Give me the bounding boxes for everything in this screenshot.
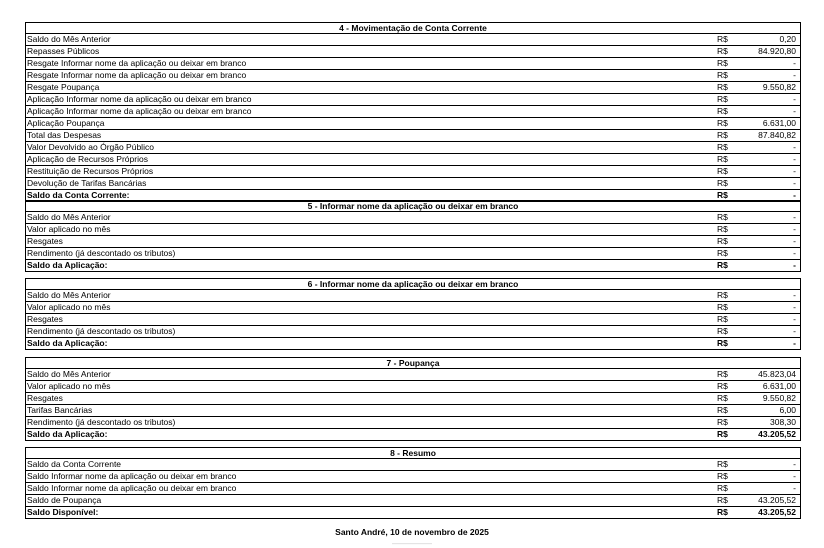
table-row	[26, 326, 800, 338]
table-row	[26, 106, 800, 118]
section-title: 8 - Resumo	[26, 448, 800, 459]
table-row	[26, 70, 800, 82]
row-label: Restituição de Recursos Próprios	[27, 166, 154, 176]
row-label: Saldo da Aplicação:	[27, 260, 108, 270]
row-value: 43.205,52	[758, 429, 796, 439]
row-value: -	[793, 302, 796, 312]
table-row	[26, 130, 800, 142]
table-row	[26, 58, 800, 70]
total-row	[26, 338, 800, 349]
row-currency: R$	[717, 212, 728, 222]
row-currency: R$	[717, 302, 728, 312]
section-title: 5 - Informar nome da aplicação ou deixar em branco	[26, 201, 800, 212]
row-currency: R$	[717, 166, 728, 176]
row-label: Saldo do Mês Anterior	[27, 369, 111, 379]
row-value: 9.550,82	[762, 393, 796, 403]
row-label: Saldo do Mês Anterior	[27, 212, 111, 222]
row-currency: R$	[717, 224, 728, 234]
row-value: -	[793, 212, 796, 222]
row-value: 6,00	[779, 405, 796, 415]
row-label: Tarifas Bancárias	[27, 405, 93, 415]
row-value: -	[793, 190, 796, 200]
row-currency: R$	[717, 70, 728, 80]
row-currency: R$	[717, 338, 728, 348]
row-label: Aplicação Poupança	[27, 118, 105, 128]
row-value: -	[793, 326, 796, 336]
table-row	[26, 248, 800, 260]
table-row	[26, 212, 800, 224]
table-row	[26, 459, 800, 471]
table-row	[26, 94, 800, 106]
row-value: -	[793, 290, 796, 300]
row-currency: R$	[717, 178, 728, 188]
section-aplicacao-5	[25, 200, 801, 272]
row-label: Saldo da Conta Corrente:	[27, 190, 130, 200]
row-label: Aplicação Informar nome da aplicação ou deixar em branco	[27, 94, 252, 104]
table-row	[26, 471, 800, 483]
table-row	[26, 417, 800, 429]
row-label: Saldo do Mês Anterior	[27, 34, 111, 44]
place-date: Santo André, 10 de novembro de 2025	[335, 527, 489, 537]
row-label: Rendimento (já descontado os tributos)	[27, 417, 176, 427]
row-currency: R$	[717, 290, 728, 300]
row-label: Resgate Informar nome da aplicação ou deixar em branco	[27, 58, 247, 68]
table-row	[26, 166, 800, 178]
row-value: 0,20	[779, 34, 796, 44]
row-currency: R$	[717, 34, 728, 44]
row-label: Saldo da Aplicação:	[27, 429, 108, 439]
row-currency: R$	[717, 46, 728, 56]
row-label: Saldo do Mês Anterior	[27, 290, 111, 300]
row-label: Valor Devolvido ao Órgão Público	[27, 142, 154, 152]
row-currency: R$	[717, 82, 728, 92]
table-row	[26, 483, 800, 495]
row-value: -	[793, 224, 796, 234]
row-value: -	[793, 154, 796, 164]
row-label: Resgates	[27, 393, 63, 403]
table-row	[26, 46, 800, 58]
row-value: 43.205,52	[758, 507, 796, 517]
total-row	[26, 260, 800, 271]
row-value: -	[793, 314, 796, 324]
section-title: 4 - Movimentação de Conta Corrente	[26, 23, 800, 34]
row-label: Saldo da Conta Corrente	[27, 459, 122, 469]
section-aplicacao-6	[25, 278, 801, 350]
row-label: Saldo Informar nome da aplicação ou deixar em branco	[27, 483, 237, 493]
row-value: -	[793, 178, 796, 188]
table-row	[26, 381, 800, 393]
row-label: Saldo da Aplicação:	[27, 338, 108, 348]
row-currency: R$	[717, 369, 728, 379]
signature-line: —————	[392, 539, 432, 548]
row-value: -	[793, 338, 796, 348]
row-currency: R$	[717, 94, 728, 104]
row-value: -	[793, 142, 796, 152]
row-label: Valor aplicado no mês	[27, 224, 111, 234]
row-label: Saldo Disponível:	[27, 507, 99, 517]
table-row	[26, 369, 800, 381]
row-currency: R$	[717, 417, 728, 427]
row-value: -	[793, 236, 796, 246]
table-row	[26, 393, 800, 405]
row-value: 45.823,04	[758, 369, 796, 379]
table-row	[26, 154, 800, 166]
row-value: 9.550,82	[762, 82, 796, 92]
row-currency: R$	[717, 190, 728, 200]
row-value: -	[793, 94, 796, 104]
row-label: Resgates	[27, 314, 63, 324]
row-value: -	[793, 58, 796, 68]
section-resumo	[25, 447, 801, 519]
row-currency: R$	[717, 106, 728, 116]
row-label: Saldo de Poupança	[27, 495, 102, 505]
row-currency: R$	[717, 459, 728, 469]
row-value: 87.840,82	[758, 130, 796, 140]
row-currency: R$	[717, 507, 728, 517]
row-currency: R$	[717, 142, 728, 152]
row-currency: R$	[717, 118, 728, 128]
table-row	[26, 178, 800, 190]
row-label: Repasses Públicos	[27, 46, 100, 56]
row-currency: R$	[717, 314, 728, 324]
row-currency: R$	[717, 405, 728, 415]
row-currency: R$	[717, 483, 728, 493]
row-label: Total das Despesas	[27, 130, 102, 140]
table-row	[26, 314, 800, 326]
row-value: -	[793, 106, 796, 116]
section-poupanca	[25, 357, 801, 441]
table-row	[26, 142, 800, 154]
table-row	[26, 224, 800, 236]
table-row	[26, 34, 800, 46]
row-currency: R$	[717, 393, 728, 403]
row-value: -	[793, 166, 796, 176]
total-row	[26, 507, 800, 518]
row-currency: R$	[717, 130, 728, 140]
row-label: Devolução de Tarifas Bancárias	[27, 178, 147, 188]
row-value: -	[793, 260, 796, 270]
table-row	[26, 290, 800, 302]
table-row	[26, 236, 800, 248]
row-value: 6.631,00	[762, 381, 796, 391]
row-currency: R$	[717, 260, 728, 270]
row-value: -	[793, 248, 796, 258]
table-row	[26, 82, 800, 94]
row-label: Rendimento (já descontado os tributos)	[27, 248, 176, 258]
row-label: Resgates	[27, 236, 63, 246]
total-row	[26, 429, 800, 440]
row-value: 308,30	[770, 417, 796, 427]
section-conta-corrente	[25, 22, 801, 202]
row-label: Rendimento (já descontado os tributos)	[27, 326, 176, 336]
row-currency: R$	[717, 58, 728, 68]
row-label: Resgate Informar nome da aplicação ou deixar em branco	[27, 70, 247, 80]
row-label: Valor aplicado no mês	[27, 381, 111, 391]
row-label: Valor aplicado no mês	[27, 302, 111, 312]
section-title: 6 - Informar nome da aplicação ou deixar em branco	[26, 279, 800, 290]
row-currency: R$	[717, 236, 728, 246]
row-label: Aplicação Informar nome da aplicação ou deixar em branco	[27, 106, 252, 116]
row-value: -	[793, 483, 796, 493]
row-value: -	[793, 459, 796, 469]
row-value: 84.920,80	[758, 46, 796, 56]
row-currency: R$	[717, 495, 728, 505]
row-currency: R$	[717, 471, 728, 481]
table-row	[26, 495, 800, 507]
row-value: 43.205,52	[758, 495, 796, 505]
table-row	[26, 302, 800, 314]
row-label: Resgate Poupança	[27, 82, 100, 92]
section-title: 7 - Poupança	[26, 358, 800, 369]
row-label: Saldo Informar nome da aplicação ou deixar em branco	[27, 471, 237, 481]
row-currency: R$	[717, 326, 728, 336]
row-value: -	[793, 471, 796, 481]
row-value: -	[793, 70, 796, 80]
table-row	[26, 405, 800, 417]
row-label: Aplicação de Recursos Próprios	[27, 154, 148, 164]
row-currency: R$	[717, 381, 728, 391]
row-currency: R$	[717, 154, 728, 164]
row-currency: R$	[717, 248, 728, 258]
table-row	[26, 118, 800, 130]
row-value: 6.631,00	[762, 118, 796, 128]
row-currency: R$	[717, 429, 728, 439]
